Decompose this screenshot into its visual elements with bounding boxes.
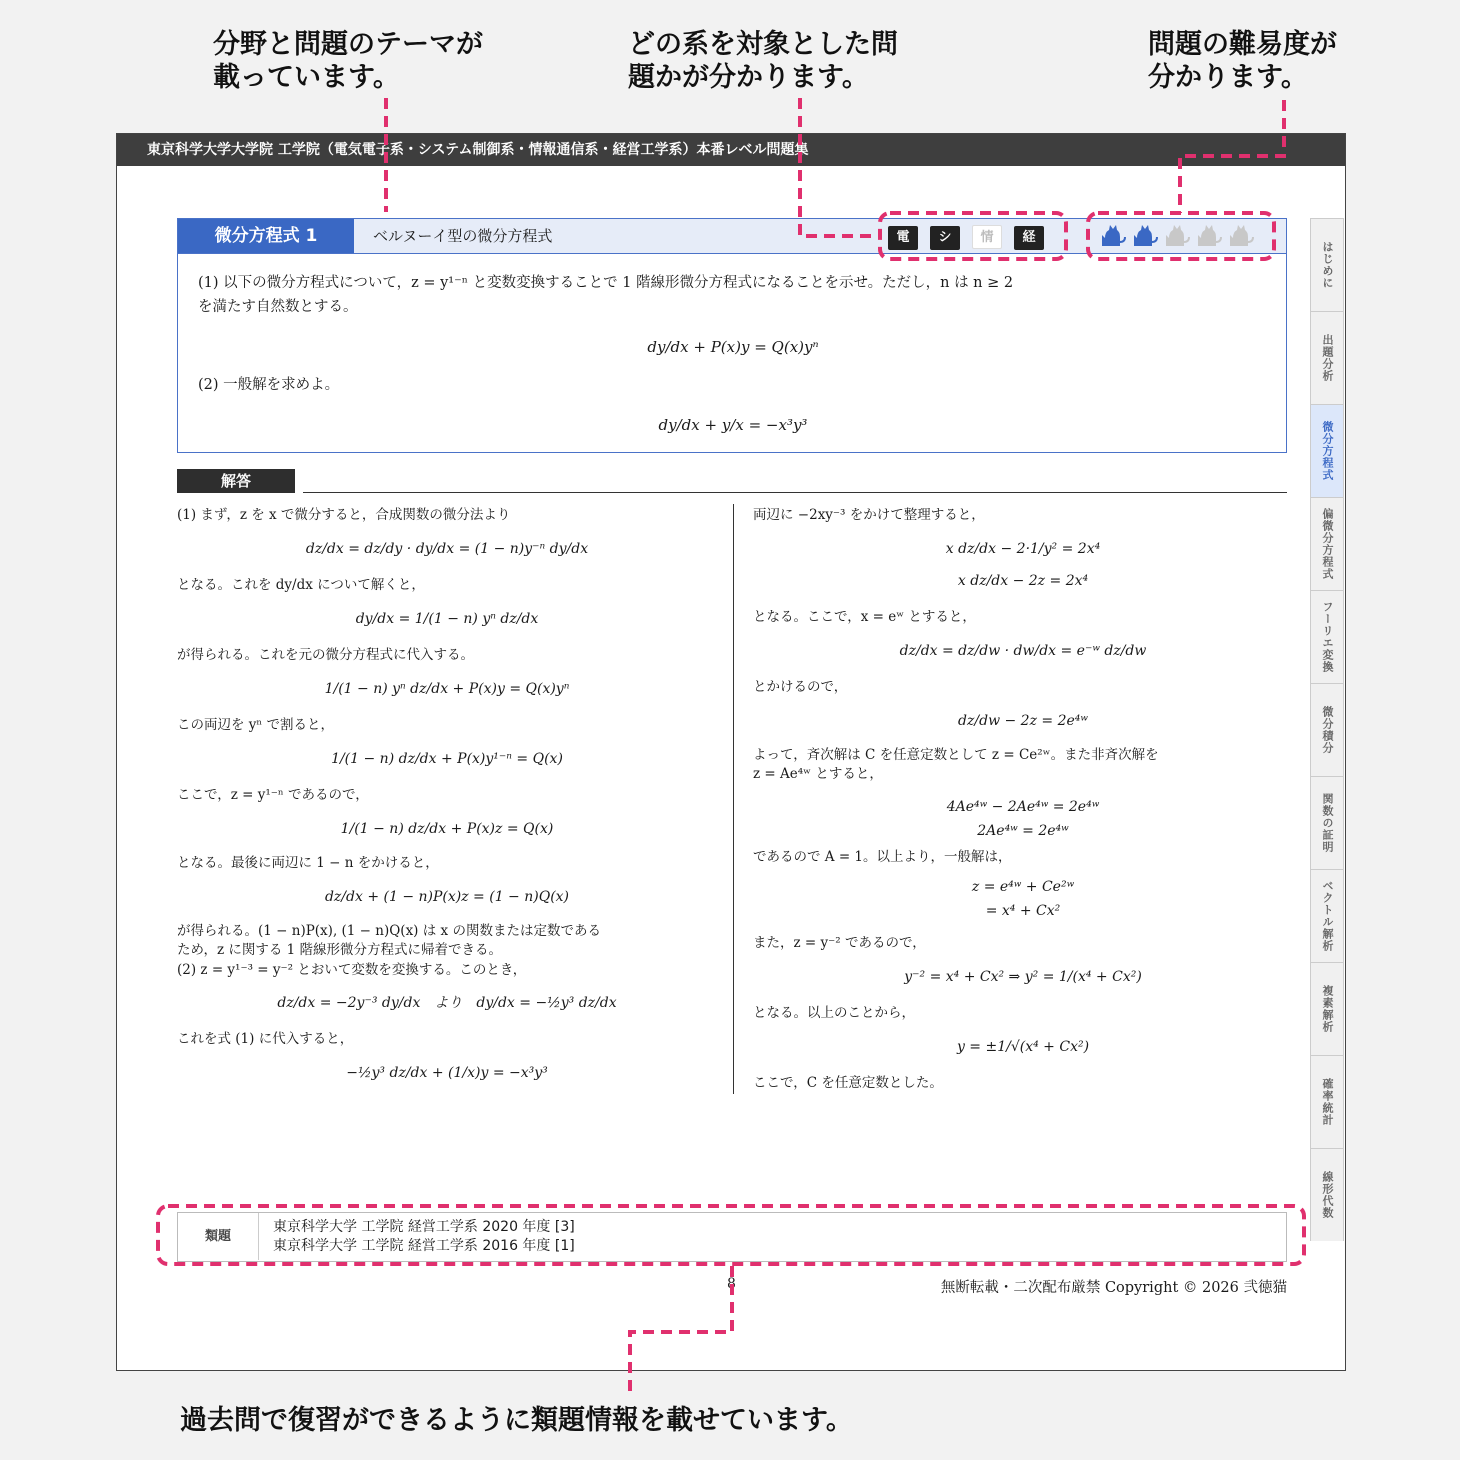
cat-icon-filled [1132, 224, 1160, 252]
answer-text: z = Ae⁴ʷ とすると， [753, 766, 883, 782]
answer-text: となる。最後に両辺に 1 − n をかけると， [177, 855, 439, 871]
chapter-tab-label: 関数の証明 [1321, 793, 1334, 853]
answer-equation: y = ±1/√(x⁴ + Cx²) [956, 1039, 1090, 1055]
system-tag: 情 [972, 225, 1002, 249]
similar-problems-box [177, 1212, 1287, 1262]
similar-problem-item: 東京科学大学 工学院 経営工学系 2016 年度 [1] [273, 1238, 575, 1254]
answer-equation: x dz/dx − 2z = 2x⁴ [957, 573, 1089, 589]
answer-equation: 2Ae⁴ʷ = 2e⁴ʷ [977, 823, 1069, 839]
answer-equation: y⁻² = x⁴ + Cx² ⇒ y² = 1/(x⁴ + Cx²) [904, 969, 1142, 985]
chapter-tab-label: 線形代数 [1321, 1171, 1334, 1219]
answer-equation: 1/(1 − n) dz/dx + P(x)z = Q(x) [340, 821, 554, 837]
chapter-tab-label: 微分方程式 [1321, 421, 1334, 481]
answer-text: この両辺を yⁿ で割ると， [177, 717, 335, 733]
chapter-tab[interactable] [1310, 1148, 1344, 1241]
answer-equation: = x⁴ + Cx² [985, 903, 1061, 919]
answer-text: (2) z = y¹⁻³ = y⁻² とおいて変数を変換する。このとき， [177, 962, 527, 978]
problem-number: 微分方程式 1 [178, 219, 354, 253]
copyright: 無断転載・二次配布厳禁 Copyright © 2026 弐徳猫 [940, 1280, 1287, 1296]
problem-equation-1: dy/dx + P(x)y = Q(x)yⁿ [647, 338, 819, 356]
system-tag: 経 [1014, 226, 1044, 250]
cat-icon-empty [1196, 224, 1224, 252]
chapter-tab[interactable] [1310, 218, 1344, 311]
answer-equation: dy/dx = 1/(1 − n) yⁿ dz/dx [355, 611, 539, 627]
callout-difficulty: 問題の難易度が 分かります。 [1148, 29, 1337, 93]
problem-equation-2: dy/dx + y/x = −x³y³ [658, 416, 808, 434]
answer-equation: dz/dx + (1 − n)P(x)z = (1 − n)Q(x) [324, 889, 570, 905]
answer-equation: dz/dx = dz/dw · dw/dx = e⁻ʷ dz/dw [899, 643, 1147, 659]
answer-text: よって，斉次解は C を任意定数として z = Ce²ʷ。また非斉次解を [753, 747, 1159, 763]
answer-text: が得られる。(1 − n)P(x), (1 − n)Q(x) は x の関数または定数である [177, 923, 601, 939]
answer-text: ここで，C を任意定数とした。 [753, 1075, 943, 1091]
answer-text: また，z = y⁻² であるので， [753, 935, 926, 951]
cat-icon-filled [1100, 224, 1128, 252]
cat-icon-empty [1164, 224, 1192, 252]
problem-header [178, 219, 1286, 254]
answer-equation: 4Ae⁴ʷ − 2Ae⁴ʷ = 2e⁴ʷ [946, 799, 1100, 815]
chapter-tab-label: 出題分析 [1321, 334, 1334, 382]
chapter-tab-label: 複素解析 [1321, 985, 1334, 1033]
answer-equation: 1/(1 − n) yⁿ dz/dx + P(x)y = Q(x)yⁿ [324, 681, 570, 697]
answer-rule [303, 492, 1287, 493]
chapter-tab-label: ベクトル解析 [1321, 880, 1334, 952]
chapter-tab[interactable] [1310, 404, 1344, 497]
problem-theme: ベルヌーイ型の微分方程式 [373, 227, 553, 245]
chapter-tab[interactable] [1310, 869, 1344, 962]
answer-text: となる。ここで，x = eʷ とすると， [753, 609, 976, 625]
chapter-tab[interactable] [1310, 1055, 1344, 1148]
system-tag: シ [930, 226, 960, 250]
chapter-tab[interactable] [1310, 962, 1344, 1055]
problem-part2: (2) 一般解を求めよ。 [198, 377, 340, 393]
chapter-tab-label: フーリエ変換 [1321, 601, 1334, 673]
answer-equation: dz/dx = dz/dy · dy/dx = (1 − n)y⁻ⁿ dy/dx [305, 541, 589, 557]
chapter-tab[interactable] [1310, 311, 1344, 404]
answer-text: ため，z に関する 1 階線形微分方程式に帰着できる。 [177, 942, 503, 958]
answer-label: 解答 [177, 469, 295, 493]
problem-part1-line2: を満たす自然数とする。 [198, 299, 358, 315]
chapter-tab[interactable] [1310, 683, 1344, 776]
answer-text: となる。以上のことから， [753, 1005, 915, 1021]
page-header: 東京科学大学大学院 工学院（電気電子系・システム制御系・情報通信系・経営工学系）本番レベル問題集 [117, 134, 1345, 166]
problem-part1-line1: (1) 以下の微分方程式について，z = y¹⁻ⁿ と変数変換することで 1 階線形微分方程式になることを示せ。ただし，n は n ≥ 2 [198, 275, 1014, 291]
callout-similar: 過去問で復習ができるように類題情報を載せています。 [180, 1405, 853, 1436]
answer-equation: dz/dx = −2y⁻³ dy/dx より dy/dx = −½y³ dz/dx [277, 995, 617, 1011]
chapter-tab-label: 偏微分方程式 [1321, 508, 1334, 580]
answer-text: 両辺に −2xy⁻³ をかけて整理すると， [753, 507, 985, 523]
chapter-tab-label: 確率統計 [1321, 1078, 1334, 1126]
system-tags [888, 225, 1056, 250]
answer-text: となる。これを dy/dx について解くと， [177, 577, 425, 593]
answer-equation: z = e⁴ʷ + Ce²ʷ [971, 879, 1075, 895]
answer-equation: x dz/dx − 2·1/y² = 2x⁴ [945, 541, 1101, 557]
answer-text: とかけるので， [753, 679, 848, 695]
cat-icon-empty [1228, 224, 1256, 252]
similar-problems-label: 類題 [178, 1213, 259, 1260]
chapter-tab-label: 微分積分 [1321, 706, 1334, 754]
answer-equation: 1/(1 − n) dz/dx + P(x)y¹⁻ⁿ = Q(x) [331, 751, 563, 767]
callout-field: 分野と問題のテーマが 載っています。 [213, 29, 483, 93]
chapter-index-tabs [1310, 218, 1344, 1241]
chapter-tab[interactable] [1310, 590, 1344, 683]
chapter-tab[interactable] [1310, 497, 1344, 590]
page-number: 8 [727, 1276, 736, 1292]
chapter-tab[interactable] [1310, 776, 1344, 869]
answer-text: これを式 (1) に代入すると， [177, 1031, 354, 1047]
answer-text: であるので A = 1。以上より，一般解は， [753, 849, 1012, 865]
answer-text: (1) まず，z を x で微分すると，合成関数の微分法より [177, 507, 511, 523]
similar-problem-item: 東京科学大学 工学院 経営工学系 2020 年度 [3] [273, 1219, 575, 1235]
problem-box [177, 218, 1287, 453]
difficulty-rating [1100, 224, 1260, 252]
answer-text: ここで，z = y¹⁻ⁿ であるので， [177, 787, 369, 803]
similar-problems-list [273, 1218, 575, 1256]
chapter-tab-label: はじめに [1321, 241, 1334, 289]
textbook-page [116, 133, 1346, 1371]
answer-text: が得られる。これを元の微分方程式に代入する。 [177, 647, 474, 663]
callout-system: どの系を対象とした問 題かが分かります。 [628, 29, 898, 93]
problem-body [198, 271, 1268, 437]
answer-equation: −½y³ dz/dx + (1/x)y = −x³y³ [346, 1065, 548, 1081]
answer-equation: dz/dw − 2z = 2e⁴ʷ [958, 713, 1088, 729]
system-tag: 電 [888, 226, 918, 250]
column-divider [733, 504, 734, 1094]
